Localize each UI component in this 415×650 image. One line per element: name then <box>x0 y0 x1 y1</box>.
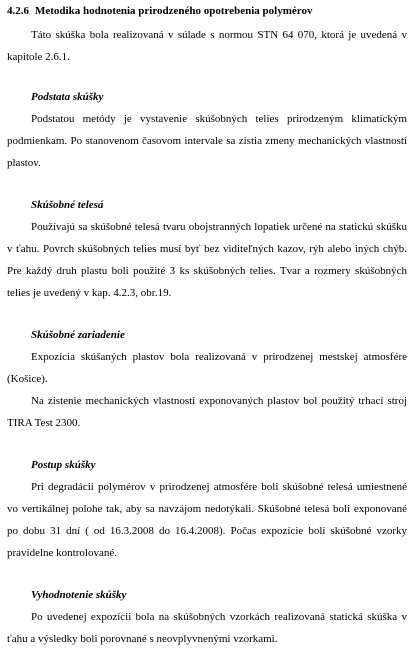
section-intro: Táto skúška bola realizovaná v súlade s normou STN 64 070, ktorá je uvedená v kapitole 2.6.1. <box>7 29 407 63</box>
subsection-title: Postup skúšky <box>31 459 96 471</box>
paragraph: Po uvedenej expozícii bola na skúšobných vzorkách realizovaná statická skúška v ťahu a výsledky boli porovnané s neovplyvnenými vzorkami. <box>7 611 407 645</box>
subsection-title: Skúšobné zariadenie <box>31 329 125 341</box>
subsection-postup <box>7 458 407 564</box>
subsection-title: Podstata skúšky <box>31 91 104 103</box>
subsection-title: Skúšobné telesá <box>31 199 104 211</box>
subsection-vyhodnotenie <box>7 588 407 650</box>
subsection-telesa <box>7 198 407 304</box>
paragraph: Expozícia skúšaných plastov bola realizovaná v prirodzenej mestskej atmosfére (Košice). <box>7 351 407 385</box>
paragraph: Používajú sa skúšobné telesá tvaru obojstranných lopatiek určené na statickú skúšku v ťahu. Povrch skúšobných telies musí byť bez viditeľných kazov, rýh alebo iných chýb. Pre každý druh plastu boli použité 3 ks skúšobných telies. Tvar a rozmery skúšobných telies je uvedený v kap. 4.2.3, obr.19. <box>7 221 407 299</box>
subsection-podstata <box>7 90 407 174</box>
section-title: Metodika hodnotenia prirodzeného opotrebenia polymérov <box>35 5 313 17</box>
section-heading <box>7 4 407 18</box>
paragraph: Podstatou metódy je vystavenie skúšobných telies prirodzeným klimatickým podmienkam. Po stanovenom časovom intervale sa zistia zmeny mechanických vlastností plastov. <box>7 113 407 169</box>
section-number: 4.2.6 <box>7 5 29 17</box>
subsection-title: Vyhodnotenie skúšky <box>31 589 127 601</box>
paragraph: Na zistenie mechanických vlastností exponovaných plastov bol použitý trhací stroj TIRA Test 2300. <box>7 395 407 429</box>
paragraph: Pri degradácii polymérov v prirodzenej atmosfére boli skúšobné telesá umiestnené vo vertikálnej polohe tak, aby sa navzájom nedotýkali. Skúšobné telesá boli exponované po dobu 31 dní ( od 16.3.2008 do 16.4.2008). Počas expozície boli skúšobné vzorky pravidelne kontrolované. <box>7 481 407 559</box>
subsection-zariadenie <box>7 328 407 434</box>
